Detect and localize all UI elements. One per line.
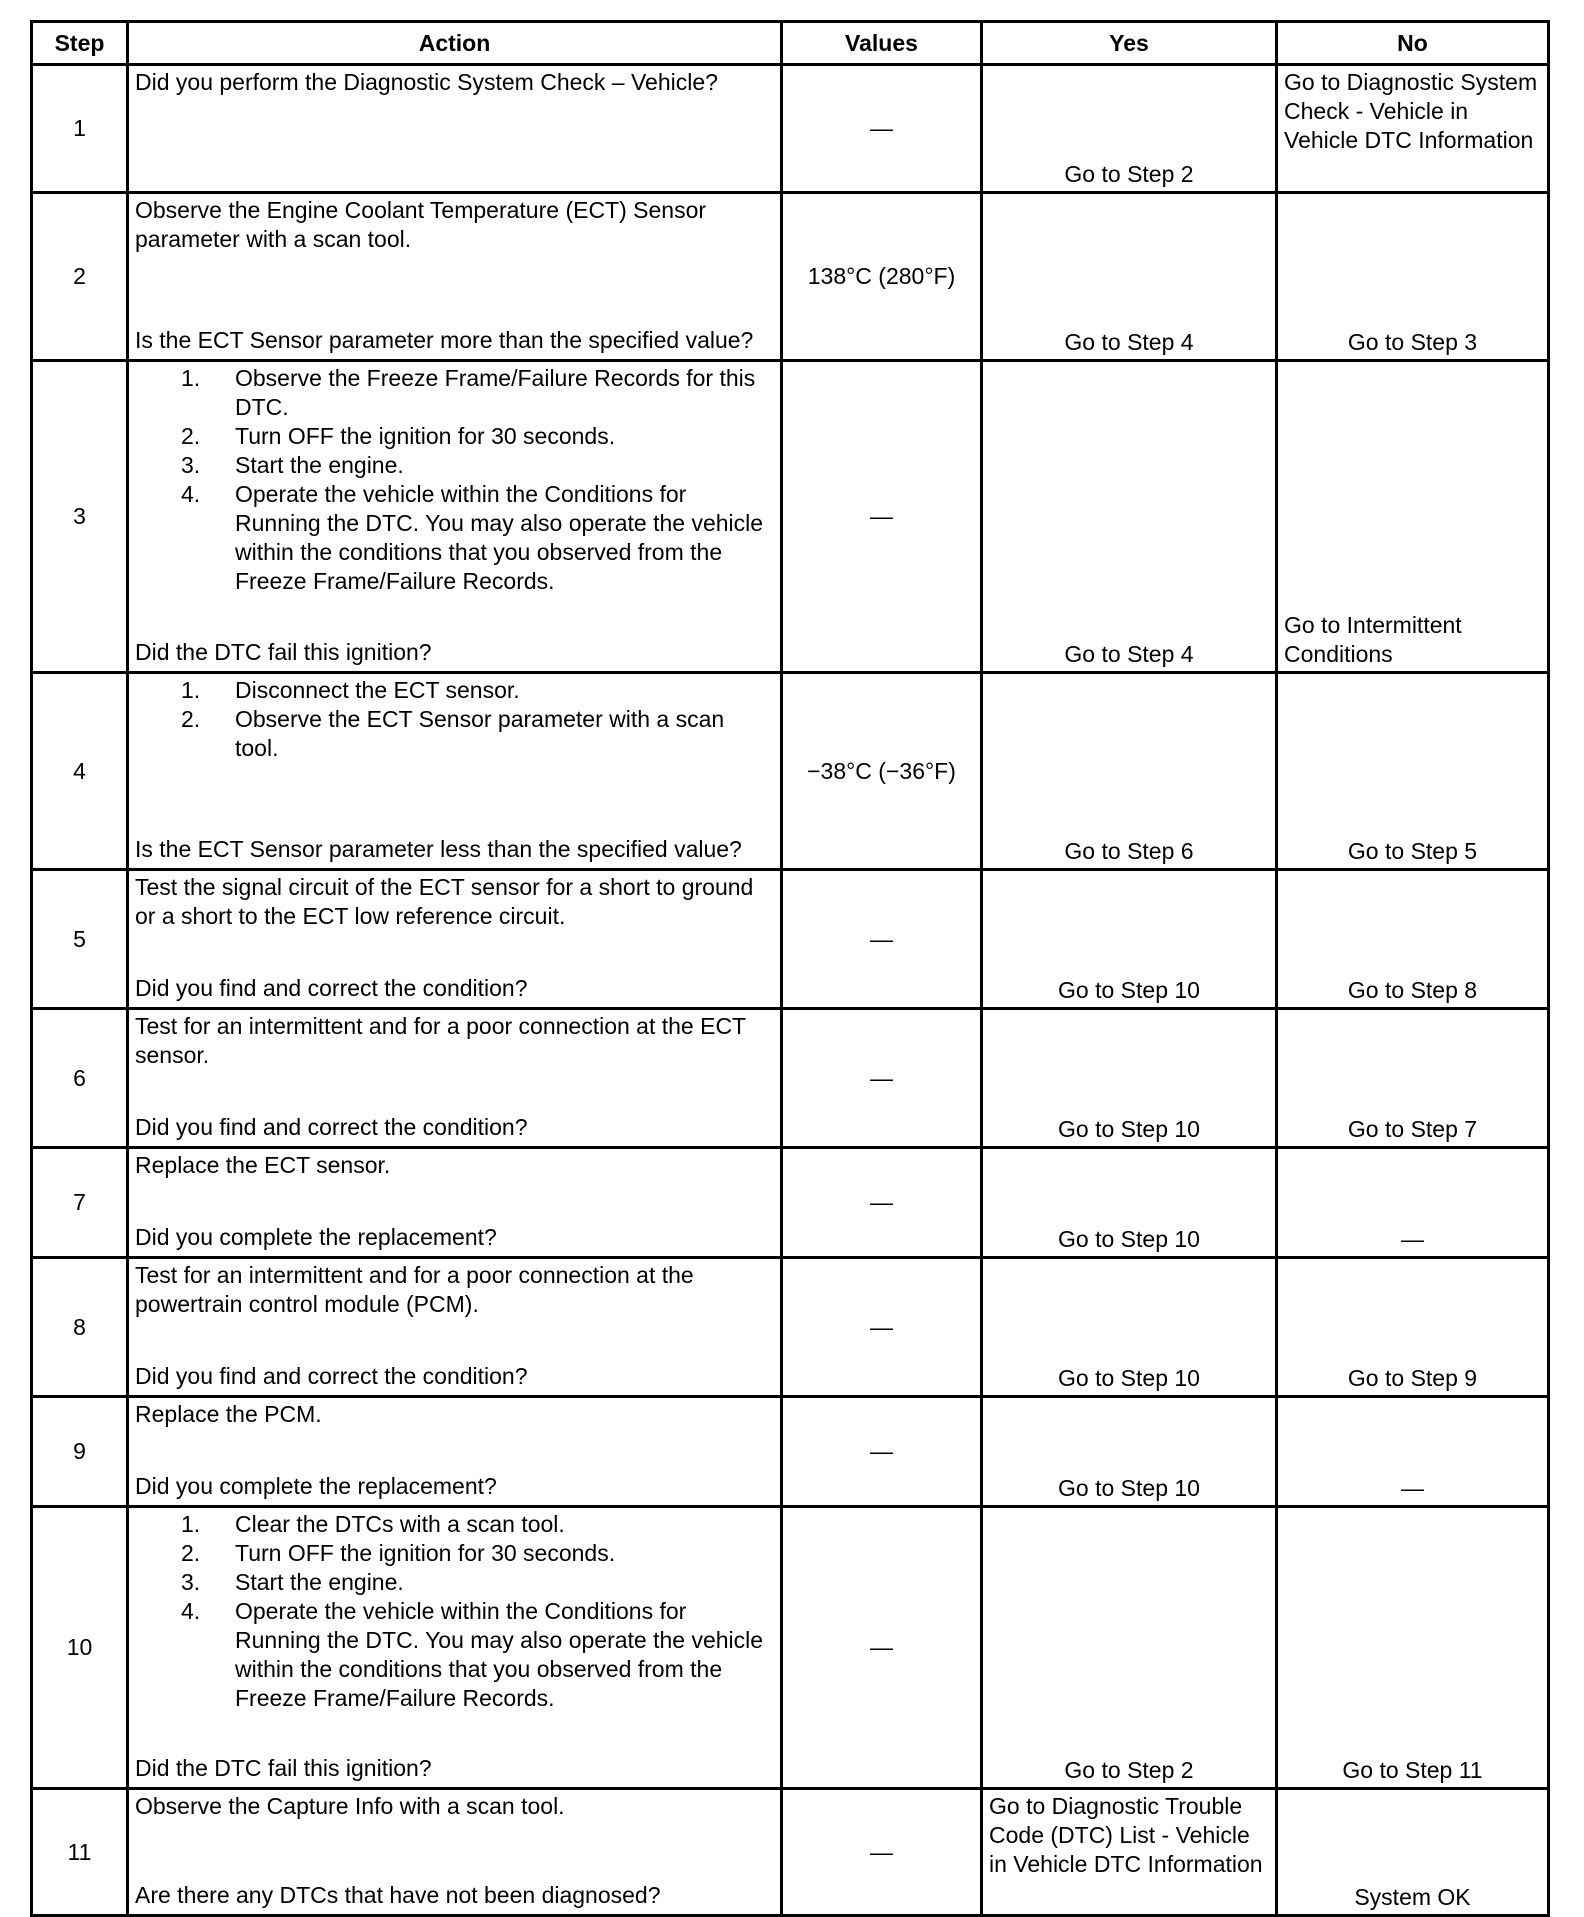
table-body [32, 65, 1549, 1916]
action-question: Did you find and correct the condition? [135, 975, 528, 1001]
no-action: Go to Intermittent Conditions [1277, 361, 1549, 673]
no-action: Go to Step 3 [1277, 193, 1549, 361]
action-content [135, 1400, 774, 1501]
step-number: 1 [32, 65, 128, 193]
no-action: — [1277, 1397, 1549, 1507]
table-row [32, 1009, 1549, 1148]
no-action: — [1277, 1148, 1549, 1258]
yes-action: Go to Step 4 [982, 361, 1277, 673]
action-instructions [135, 364, 774, 596]
action-content [135, 1792, 774, 1910]
action-question: Did you complete the replacement? [135, 1224, 497, 1250]
action-text: Observe the Engine Coolant Temperature (ECT) Sensor parameter with a scan tool. [135, 197, 707, 252]
step-number: 10 [32, 1507, 128, 1789]
action-text: Test the signal circuit of the ECT sensor for a short to ground or a short to the ECT low reference circuit. [135, 874, 754, 929]
table-row [32, 1507, 1549, 1789]
action-question: Did the DTC fail this ignition? [135, 639, 432, 665]
action-content [135, 873, 774, 1003]
values-cell: — [782, 1009, 982, 1148]
action-text: Test for an intermittent and for a poor connection at the powertrain control module (PCM). [135, 1262, 694, 1317]
values-cell: — [782, 1397, 982, 1507]
no-action: Go to Diagnostic System Check - Vehicle in Vehicle DTC Information [1277, 65, 1549, 193]
header-values: Values [782, 22, 982, 65]
action-instructions [135, 1261, 774, 1319]
no-action: Go to Step 7 [1277, 1009, 1549, 1148]
yes-action: Go to Diagnostic Trouble Code (DTC) List - Vehicle in Vehicle DTC Information [982, 1789, 1277, 1916]
action-text: Did you perform the Diagnostic System Check – Vehicle? [135, 69, 718, 95]
values-cell: — [782, 1258, 982, 1397]
step-number: 7 [32, 1148, 128, 1258]
table-row [32, 870, 1549, 1009]
action-question: Did the DTC fail this ignition? [135, 1755, 432, 1781]
action-steps-list [135, 676, 774, 763]
action-cell [128, 1258, 782, 1397]
action-step-item: Observe the ECT Sensor parameter with a scan tool. [235, 706, 725, 761]
action-instructions [135, 1151, 774, 1180]
action-steps-list [135, 364, 774, 596]
values-cell: — [782, 1507, 982, 1789]
action-instructions [135, 873, 774, 931]
action-cell [128, 65, 782, 193]
no-action: Go to Step 9 [1277, 1258, 1549, 1397]
values-cell: −38°C (−36°F) [782, 673, 982, 870]
header-no: No [1277, 22, 1549, 65]
action-text: Replace the ECT sensor. [135, 1152, 391, 1178]
action-steps-list [135, 1510, 774, 1713]
action-step-item: Start the engine. [235, 1569, 404, 1595]
action-text: Test for an intermittent and for a poor connection at the ECT sensor. [135, 1013, 746, 1068]
action-content [135, 196, 774, 355]
values-cell: — [782, 1789, 982, 1916]
action-step-item: Clear the DTCs with a scan tool. [235, 1511, 565, 1537]
action-question: Did you find and correct the condition? [135, 1363, 528, 1389]
action-step-item: Operate the vehicle within the Conditions for Running the DTC. You may also operate the vehicle within the conditions that you observed from the Freeze Frame/Failure Records. [235, 1598, 764, 1711]
action-cell [128, 1397, 782, 1507]
action-cell [128, 673, 782, 870]
yes-action: Go to Step 6 [982, 673, 1277, 870]
action-instructions [135, 196, 774, 254]
table-row [32, 65, 1549, 193]
no-action: System OK [1277, 1789, 1549, 1916]
action-cell [128, 1507, 782, 1789]
action-text: Observe the Capture Info with a scan tool. [135, 1793, 565, 1819]
action-instructions [135, 1400, 774, 1429]
values-cell: — [782, 65, 982, 193]
action-content [135, 676, 774, 864]
action-question: Did you complete the replacement? [135, 1473, 497, 1499]
step-number: 9 [32, 1397, 128, 1507]
action-content [135, 364, 774, 667]
action-cell [128, 1789, 782, 1916]
action-instructions [135, 1792, 774, 1821]
diagnostic-table [30, 20, 1550, 1917]
step-number: 11 [32, 1789, 128, 1916]
action-content [135, 1510, 774, 1783]
table-row [32, 361, 1549, 673]
action-question: Is the ECT Sensor parameter more than the specified value? [135, 327, 754, 353]
header-step: Step [32, 22, 128, 65]
yes-action: Go to Step 4 [982, 193, 1277, 361]
action-cell [128, 1148, 782, 1258]
yes-action: Go to Step 10 [982, 1397, 1277, 1507]
action-step-item: Turn OFF the ignition for 30 seconds. [235, 423, 616, 449]
action-step-item: Start the engine. [235, 452, 404, 478]
step-number: 8 [32, 1258, 128, 1397]
yes-action: Go to Step 10 [982, 1148, 1277, 1258]
action-instructions [135, 1012, 774, 1070]
values-cell: — [782, 1148, 982, 1258]
header-row [32, 22, 1549, 65]
table-row [32, 1148, 1549, 1258]
action-instructions [135, 68, 774, 97]
action-step-item: Operate the vehicle within the Conditions for Running the DTC. You may also operate the vehicle within the conditions that you observed from the Freeze Frame/Failure Records. [235, 481, 764, 594]
step-number: 6 [32, 1009, 128, 1148]
action-cell [128, 870, 782, 1009]
action-question: Is the ECT Sensor parameter less than the specified value? [135, 836, 742, 862]
action-cell [128, 193, 782, 361]
values-cell: — [782, 870, 982, 1009]
yes-action: Go to Step 2 [982, 65, 1277, 193]
action-question: Did you find and correct the condition? [135, 1114, 528, 1140]
table-row [32, 1397, 1549, 1507]
step-number: 3 [32, 361, 128, 673]
table-header [32, 22, 1549, 65]
yes-action: Go to Step 10 [982, 1009, 1277, 1148]
no-action: Go to Step 11 [1277, 1507, 1549, 1789]
action-instructions [135, 1510, 774, 1713]
table-row [32, 1789, 1549, 1916]
values-cell: — [782, 361, 982, 673]
step-number: 5 [32, 870, 128, 1009]
step-number: 4 [32, 673, 128, 870]
yes-action: Go to Step 10 [982, 870, 1277, 1009]
step-number: 2 [32, 193, 128, 361]
no-action: Go to Step 8 [1277, 870, 1549, 1009]
table-row [32, 193, 1549, 361]
action-step-item: Turn OFF the ignition for 30 seconds. [235, 1540, 616, 1566]
header-yes: Yes [982, 22, 1277, 65]
action-instructions [135, 676, 774, 763]
action-step-item: Observe the Freeze Frame/Failure Records for this DTC. [235, 365, 756, 420]
yes-action: Go to Step 2 [982, 1507, 1277, 1789]
action-content [135, 1261, 774, 1391]
action-cell [128, 1009, 782, 1148]
action-content [135, 68, 774, 187]
header-action: Action [128, 22, 782, 65]
table-row [32, 673, 1549, 870]
action-content [135, 1012, 774, 1142]
action-step-item: Disconnect the ECT sensor. [235, 677, 520, 703]
action-question: Are there any DTCs that have not been diagnosed? [135, 1882, 661, 1908]
table-row [32, 1258, 1549, 1397]
action-content [135, 1151, 774, 1252]
no-action: Go to Step 5 [1277, 673, 1549, 870]
yes-action: Go to Step 10 [982, 1258, 1277, 1397]
values-cell: 138°C (280°F) [782, 193, 982, 361]
action-cell [128, 361, 782, 673]
action-text: Replace the PCM. [135, 1401, 322, 1427]
